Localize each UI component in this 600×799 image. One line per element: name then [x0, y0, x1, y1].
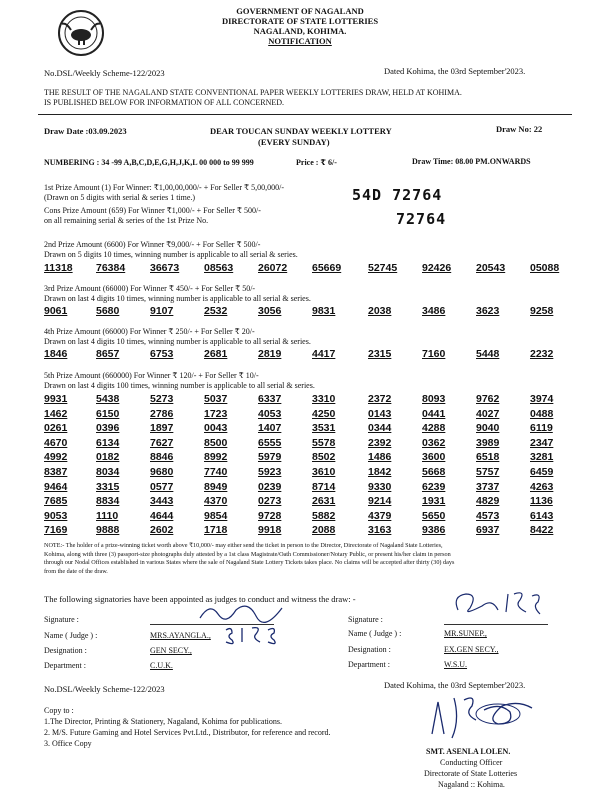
fifth-prize-number-6: 8502: [312, 451, 336, 464]
fifth-prize-number-7: 1486: [368, 451, 392, 464]
fifth-prize-number-1: 7685: [44, 495, 68, 508]
fifth-prize-number-2: 6150: [96, 407, 120, 420]
fifth-prize-number-9: 4027: [476, 407, 500, 420]
fifth-prize-number-9: 5757: [476, 466, 500, 478]
fourth-prize-number-3: 6753: [150, 348, 174, 360]
fifth-prize-number-10: 6143: [530, 509, 554, 522]
second-prize-number-10: 05088: [530, 262, 560, 274]
third-prize-number-7: 2038: [368, 305, 392, 317]
fifth-prize-number-6: 5882: [312, 509, 336, 522]
fifth-prize-number-7: 3163: [368, 524, 392, 537]
footer-reference-number: No.DSL/Weekly Scheme-122/2023: [44, 684, 165, 694]
header-govt: GOVERNMENT OF NAGALAND: [236, 6, 364, 16]
note-line-2: Kohima, along with three (3) passport-size photographs duly attested by a 1st class Magistrate/Oath Commissioner/Notary Public, or present his/her claim in person: [44, 550, 451, 558]
fourth-prize-number-5: 2819: [258, 348, 282, 360]
fifth-prize-number-1: 0261: [44, 422, 68, 435]
fifth-prize-number-5: 5979: [258, 451, 282, 464]
lottery-frequency: (EVERY SUNDAY): [258, 137, 330, 147]
fifth-prize-number-7: 2392: [368, 436, 392, 449]
fifth-prize-number-9: 3737: [476, 480, 500, 493]
fourth-prize-number-6: 4417: [312, 348, 336, 360]
fifth-prize-row: [44, 481, 584, 494]
fifth-prize-row: [44, 510, 584, 523]
fifth-prize-number-4: 8500: [204, 436, 228, 449]
judge2-signature-line: [444, 624, 548, 625]
fifth-prize-number-7: 9330: [368, 480, 392, 493]
fifth-prize-number-7: 2372: [368, 393, 392, 405]
third-prize-number-3: 9107: [150, 305, 174, 317]
fifth-prize-number-2: 5438: [96, 393, 120, 405]
reference-number: No.DSL/Weekly Scheme-122/2023: [44, 68, 165, 78]
second-prize-number-5: 26072: [258, 262, 288, 274]
judge2-name-label: Name ( Judge ) :: [348, 629, 402, 638]
fifth-prize-number-1: 8387: [44, 466, 68, 478]
third-prize-numbers: [44, 305, 584, 318]
fifth-prize-row: [44, 524, 584, 537]
fifth-prize-number-2: 8034: [96, 466, 120, 478]
draw-time: Draw Time: 08.00 PM.ONWARDS: [412, 157, 531, 166]
fifth-prize-number-3: 1897: [150, 422, 174, 435]
fifth-prize-number-1: 9931: [44, 393, 68, 405]
fifth-prize-number-10: 3281: [530, 451, 554, 464]
fifth-prize-number-5: 5923: [258, 466, 282, 478]
third-prize-amount: 3rd Prize Amount (66000) For Winner ₹ 450/- + For Seller ₹ 50/-: [44, 284, 256, 293]
fifth-prize-number-9: 3989: [476, 436, 500, 449]
fifth-prize-number-8: 5668: [422, 466, 446, 478]
fifth-prize-number-7: 0344: [368, 422, 392, 435]
copy-to-item-2: 2. M/S. Future Gaming and Hotel Services Pvt.Ltd., Distributor, for reference and record.: [44, 728, 331, 737]
fifth-prize-row: [44, 408, 584, 421]
fifth-prize-number-3: 0577: [150, 480, 174, 493]
third-prize-number-2: 5680: [96, 305, 120, 317]
second-prize-number-3: 36673: [150, 262, 180, 274]
fifth-prize-number-3: 9680: [150, 466, 174, 478]
fifth-prize-number-3: 8846: [150, 451, 174, 464]
fifth-prize-number-1: 9464: [44, 480, 68, 493]
dated-line: Dated Kohima, the 03rd September'2023.: [384, 66, 526, 76]
signatories-intro: The following signatories have been appointed as judges to conduct and witness the draw: -: [44, 594, 356, 604]
fourth-prize-number-1: 1846: [44, 348, 68, 360]
fifth-prize-number-6: 8714: [312, 480, 336, 493]
fifth-prize-number-5: 1407: [258, 422, 282, 435]
third-prize-number-8: 3486: [422, 305, 446, 317]
fifth-prize-number-10: 8422: [530, 524, 554, 537]
draw-date: Draw Date :03.09.2023: [44, 126, 127, 136]
third-prize-number-6: 9831: [312, 305, 336, 317]
fifth-prize-amount: 5th Prize Amount (660000) For Winner ₹ 120/- + For Seller ₹ 10/-: [44, 371, 259, 380]
fifth-prize-rule: Drawn on last 4 digits 100 times, winning number is applicable to all serial & series.: [44, 381, 315, 390]
second-prize-number-1: 11318: [44, 262, 73, 274]
judge1-name-label: Name ( Judge ) :: [44, 631, 98, 640]
fifth-prize-number-1: 4992: [44, 451, 68, 464]
fifth-prize-number-7: 0143: [368, 407, 392, 420]
cons-prize-rule: on all remaining serial & series of the 1st Prize No.: [44, 216, 209, 225]
third-prize-number-5: 3056: [258, 305, 282, 317]
fourth-prize-number-10: 2232: [530, 348, 554, 360]
fourth-prize-rule: Drawn on last 4 digits 10 times, winning number is applicable to all serial & series.: [44, 337, 311, 346]
fifth-prize-number-5: 6337: [258, 393, 282, 405]
fifth-prize-number-5: 9728: [258, 509, 282, 522]
first-prize-amount: 1st Prize Amount (1) For Winner: ₹1,00,00,000/- + For Seller ₹ 5,00,000/-: [44, 183, 284, 192]
fifth-prize-number-3: 2602: [150, 524, 174, 537]
fifth-prize-number-5: 9918: [258, 524, 282, 537]
fifth-prize-number-6: 2088: [312, 524, 336, 537]
fifth-prize-number-3: 2786: [150, 407, 174, 420]
fourth-prize-number-2: 8657: [96, 348, 120, 360]
fifth-prize-number-8: 0441: [422, 407, 446, 420]
fifth-prize-number-2: 1110: [96, 509, 119, 522]
fifth-prize-number-2: 0182: [96, 451, 120, 464]
note-line-4: from the date of the draw.: [44, 567, 108, 575]
fifth-prize-number-3: 7627: [150, 436, 174, 449]
fifth-prize-number-10: 3974: [530, 393, 554, 405]
judge2-designation-label: Designation :: [348, 645, 391, 654]
fifth-prize-number-7: 1842: [368, 466, 392, 478]
second-prize-number-7: 52745: [368, 262, 398, 274]
third-prize-number-1: 9061: [44, 305, 68, 317]
fourth-prize-number-9: 5448: [476, 348, 500, 360]
fifth-prize-number-6: 2631: [312, 495, 336, 508]
fifth-prize-row: [44, 393, 584, 406]
footer-dated-line: Dated Kohima, the 03rd September'2023.: [384, 680, 526, 690]
fifth-prize-number-9: 9040: [476, 422, 500, 435]
fifth-prize-number-10: 1136: [530, 495, 553, 508]
fifth-prize-number-4: 8992: [204, 451, 228, 464]
officer-signature-mark: [414, 690, 544, 744]
fifth-prize-number-8: 6239: [422, 480, 446, 493]
third-prize-rule: Drawn on last 4 digits 10 times, winning number is applicable to all serial & series.: [44, 294, 311, 303]
fifth-prize-number-9: 6937: [476, 524, 500, 537]
fifth-prize-number-10: 4263: [530, 480, 554, 493]
fifth-prize-number-6: 4250: [312, 407, 336, 420]
judge1-name: MRS.AYANGLA.,: [150, 631, 211, 640]
fifth-prize-number-8: 3600: [422, 451, 446, 464]
fifth-prize-number-9: 9762: [476, 393, 500, 405]
fifth-prize-number-2: 6134: [96, 436, 120, 449]
fifth-prize-number-6: 3310: [312, 393, 336, 405]
judge2-department: W.S.U.: [444, 660, 468, 669]
header-directorate: DIRECTORATE OF STATE LOTTERIES: [221, 16, 379, 26]
judge1-signature-label: Signature :: [44, 615, 79, 624]
copy-to-item-1: 1.The Director, Printing & Stationery, Nagaland, Kohima for publications.: [44, 717, 282, 726]
fifth-prize-number-10: 0488: [530, 407, 554, 420]
fifth-prize-number-6: 3531: [312, 422, 336, 435]
copy-to-label: Copy to :: [44, 706, 74, 715]
fifth-prize-number-3: 4644: [150, 509, 174, 522]
note-line-1: NOTE:- The holder of a prize-winning ticket worth above ₹10,000/- may either send the ticket in person to the Director, Directorate of Nagaland State Lotteries,: [44, 542, 443, 549]
second-prize-number-4: 08563: [204, 262, 234, 274]
claim-note: [44, 542, 574, 576]
lottery-name: DEAR TOUCAN SUNDAY WEEKLY LOTTERY: [210, 126, 392, 136]
second-prize-number-2: 76384: [96, 262, 126, 274]
fifth-prize-number-1: 9053: [44, 509, 68, 522]
header-location: NAGALAND, KOHIMA.: [253, 26, 347, 36]
fifth-prize-row: [44, 437, 584, 450]
intro-line-2: IS PUBLISHED BELOW FOR INFORMATION OF ALL CONCERNED.: [44, 98, 285, 107]
second-prize-amount: 2nd Prize Amount (6600) For Winner ₹9,000/- + For Seller ₹ 500/-: [44, 240, 261, 249]
numbering: NUMBERING : 34 -99 A,B,C,D,E,G,H,J,K,L 00 000 to 99 999: [44, 158, 254, 167]
judge2-name: MR.SUNEP.,: [444, 629, 487, 638]
fifth-prize-number-4: 5037: [204, 393, 228, 405]
judge1-signature-mark: [196, 598, 286, 624]
fifth-prize-number-9: 6518: [476, 451, 500, 464]
first-prize-rule: (Drawn on 5 digits with serial & series 1 time.): [44, 193, 196, 202]
fourth-prize-numbers: [44, 348, 584, 361]
second-prize-rule: Drawn on 5 digits 10 times, winning number is applicable to all serial & series.: [44, 250, 298, 259]
fifth-prize-number-4: 7740: [204, 466, 228, 478]
fifth-prize-number-8: 1931: [422, 495, 446, 508]
judge2-department-label: Department :: [348, 660, 390, 669]
fifth-prize-number-4: 0043: [204, 422, 228, 435]
fifth-prize-number-2: 0396: [96, 422, 120, 435]
cons-prize-amount: Cons Prize Amount (659) For Winner ₹1,000/- + For Seller ₹ 500/-: [44, 206, 261, 215]
fifth-prize-number-2: 3315: [96, 480, 120, 493]
fifth-prize-number-4: 1723: [204, 407, 228, 420]
draw-number: Draw No: 22: [496, 124, 543, 134]
fifth-prize-number-2: 8834: [96, 495, 120, 508]
fifth-prize-number-4: 8949: [204, 480, 228, 493]
fifth-prize-row: [44, 422, 584, 435]
first-prize-result: 54D 72764: [352, 186, 443, 204]
judge1-department-label: Department :: [44, 661, 86, 670]
fifth-prize-number-10: 2347: [530, 436, 554, 449]
fifth-prize-row: [44, 495, 584, 508]
fourth-prize-number-8: 7160: [422, 348, 446, 360]
second-prize-numbers: [44, 262, 584, 275]
fifth-prize-number-5: 6555: [258, 436, 282, 449]
third-prize-number-10: 9258: [530, 305, 554, 317]
judge1-designation-label: Designation :: [44, 646, 87, 655]
fifth-prize-number-3: 3443: [150, 495, 174, 508]
fifth-prize-number-10: 6459: [530, 466, 554, 478]
fifth-prize-number-5: 4053: [258, 407, 282, 420]
fifth-prize-number-1: 4670: [44, 436, 68, 449]
second-prize-number-8: 92426: [422, 262, 452, 274]
cons-prize-result: 72764: [396, 210, 447, 228]
fourth-prize-number-7: 2315: [368, 348, 392, 360]
judge1-date-mark: [222, 624, 282, 646]
fifth-prize-number-7: 4379: [368, 509, 392, 522]
fifth-prize-number-4: 4370: [204, 495, 228, 508]
ticket-price: Price : ₹ 6/-: [296, 158, 337, 167]
third-prize-number-4: 2532: [204, 305, 228, 317]
second-prize-number-9: 20543: [476, 262, 506, 274]
note-line-3: through our Nodal Offices established in various States where the sale of Nagaland State Lottery Tickets takes place. No claims will be accepted after thirty (30) days: [44, 559, 455, 566]
fifth-prize-number-8: 5650: [422, 509, 446, 522]
fifth-prize-row: [44, 466, 584, 479]
divider: [38, 114, 572, 115]
header-notification: NOTIFICATION: [268, 36, 332, 46]
fifth-prize-number-8: 0362: [422, 436, 446, 449]
fifth-prize-number-6: 3610: [312, 466, 336, 478]
judge2-signature-label: Signature :: [348, 615, 383, 624]
fourth-prize-number-4: 2681: [204, 348, 228, 360]
judge2-designation: EX.GEN SECY.,: [444, 645, 499, 654]
judge1-department: C.U.K.: [150, 661, 173, 670]
second-prize-number-6: 65669: [312, 262, 342, 274]
fifth-prize-number-8: 4288: [422, 422, 446, 435]
officer-title-3: Nagaland :: Kohima.: [438, 780, 505, 789]
copy-to-item-3: 3. Office Copy: [44, 739, 92, 748]
third-prize-number-9: 3623: [476, 305, 500, 317]
officer-name: SMT. ASENLA LOLEN.: [426, 747, 511, 756]
officer-title-1: Conducting Officer: [440, 758, 503, 767]
fifth-prize-number-9: 4829: [476, 495, 500, 508]
judge1-designation: GEN SECY.,: [150, 646, 192, 655]
fifth-prize-number-4: 9854: [204, 509, 228, 522]
fifth-prize-number-6: 5578: [312, 436, 336, 449]
fifth-prize-number-9: 4573: [476, 509, 500, 522]
fifth-prize-number-8: 9386: [422, 524, 446, 537]
fifth-prize-number-1: 7169: [44, 524, 68, 537]
fifth-prize-number-8: 8093: [422, 393, 446, 405]
fifth-prize-number-4: 1718: [204, 524, 228, 537]
fifth-prize-number-2: 9888: [96, 524, 120, 537]
fifth-prize-number-5: 0239: [258, 480, 282, 493]
fifth-prize-number-3: 5273: [150, 393, 174, 405]
fourth-prize-amount: 4th Prize Amount (66000) For Winner ₹ 250/- + For Seller ₹ 20/-: [44, 327, 255, 336]
fifth-prize-number-1: 1462: [44, 407, 68, 420]
fifth-prize-row: [44, 451, 584, 464]
fifth-prize-number-10: 6119: [530, 422, 553, 435]
fifth-prize-number-5: 0273: [258, 495, 282, 508]
intro-line-1: THE RESULT OF THE NAGALAND STATE CONVENTIONAL PAPER WEEKLY LOTTERIES DRAW, HELD AT KOHIMA.: [44, 88, 462, 97]
officer-title-2: Directorate of State Lotteries: [424, 769, 518, 778]
judge2-signature-mark: [448, 586, 548, 622]
fifth-prize-number-7: 9214: [368, 495, 392, 508]
